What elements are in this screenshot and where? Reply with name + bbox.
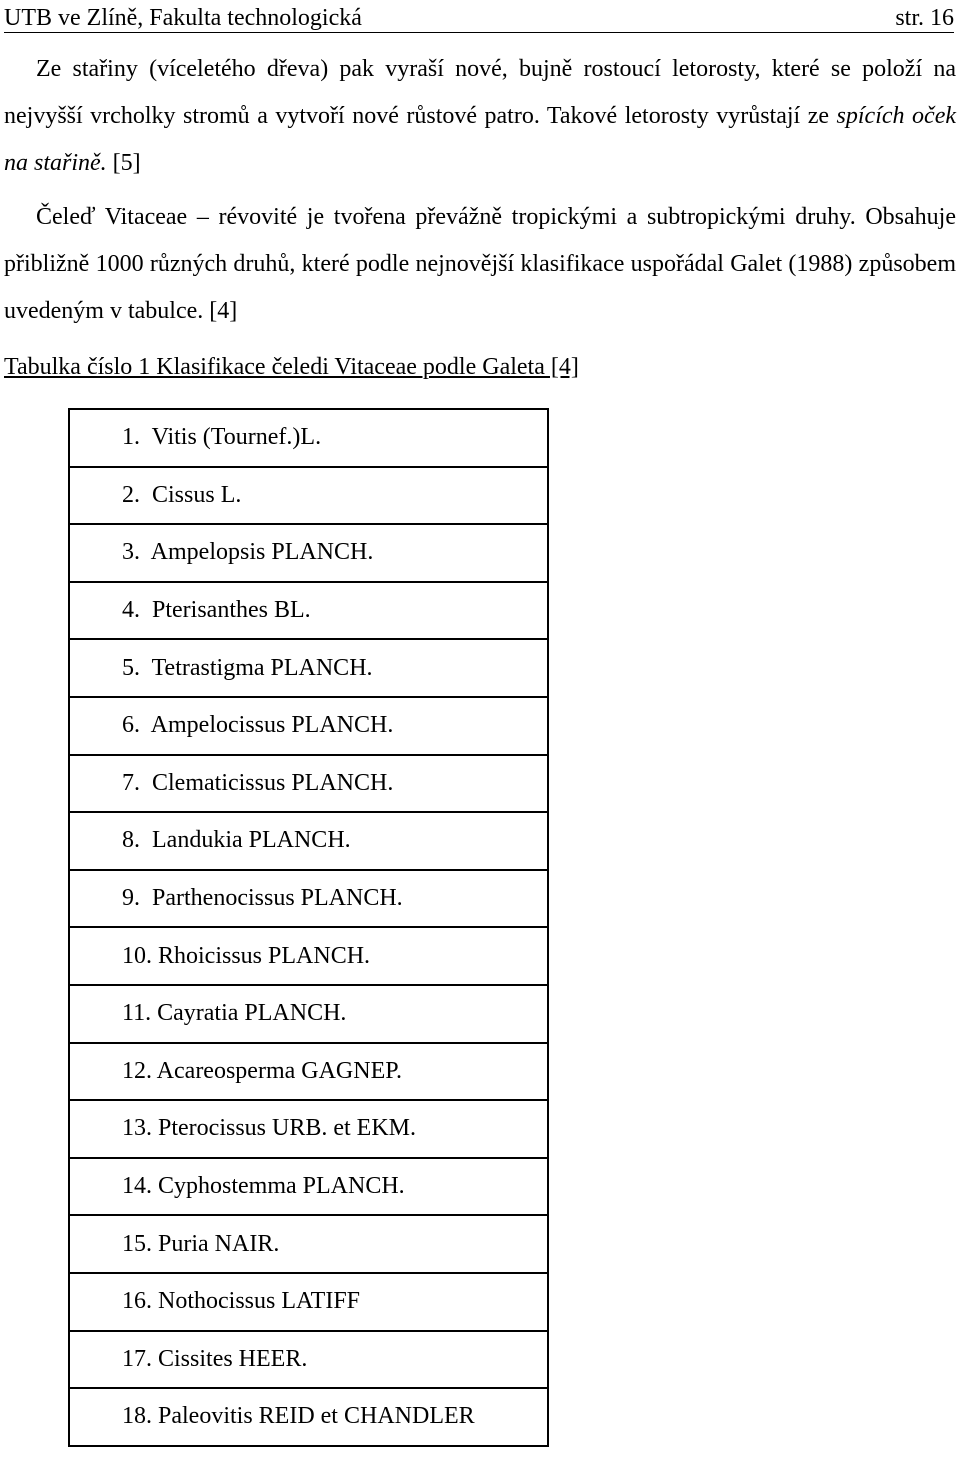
table-row (69, 1158, 548, 1216)
page-header (4, 0, 954, 33)
genus-cell: 11. Cayratia PLANCH. (69, 985, 548, 1043)
genera-table-body (69, 409, 548, 1446)
genus-cell: 4. Pterisanthes BL. (69, 582, 548, 640)
genus-cell: 15. Puria NAIR. (69, 1215, 548, 1273)
table-row (69, 1388, 548, 1446)
header-title: UTB ve Zlíně, Fakulta technologická (4, 5, 362, 31)
table-row (69, 985, 548, 1043)
genus-cell: 5. Tetrastigma PLANCH. (69, 639, 548, 697)
genus-cell: 12. Acareosperma GAGNEP. (69, 1043, 548, 1101)
genus-cell: 18. Paleovitis REID et CHANDLER (69, 1388, 548, 1446)
genus-cell: 7. Clematicissus PLANCH. (69, 755, 548, 813)
table-row (69, 524, 548, 582)
table-row (69, 870, 548, 928)
genus-cell: 13. Pterocissus URB. et EKM. (69, 1100, 548, 1158)
page-number: str. 16 (895, 5, 954, 31)
paragraph-2-text: Čeleď Vitaceae – révovité je tvořena převážně tropickými a subtropickými druhy. Obsahuje přibližně 1000 různých druhů, které podle nejnovější klasifikace uspořádal Galet (1988) způsobem uvedeným v tabulce. [4] (4, 204, 956, 324)
paragraph-2 (4, 194, 956, 335)
table-row (69, 639, 548, 697)
genus-cell: 14. Cyphostemma PLANCH. (69, 1158, 548, 1216)
genus-cell: 1. Vitis (Tournef.)L. (69, 409, 548, 467)
table-row (69, 697, 548, 755)
table-row (69, 755, 548, 813)
paragraph-1-text: Ze stařiny (víceletého dřeva) pak vyraší nové, bujně rostoucí letorosty, které se položí na nejvyšší vrcholky stromů a vytvoří nové růstové patro. Takové letorosty vyrůstají ze (4, 56, 956, 129)
genus-cell: 16. Nothocissus LATIFF (69, 1273, 548, 1331)
table-row (69, 1331, 548, 1389)
table-caption: Tabulka číslo 1 Klasifikace čeledi Vitaceae podle Galeta [4] (4, 354, 579, 380)
genus-cell: 17. Cissites HEER. (69, 1331, 548, 1389)
genus-cell: 9. Parthenocissus PLANCH. (69, 870, 548, 928)
genus-cell: 2. Cissus L. (69, 467, 548, 525)
table-row (69, 467, 548, 525)
paragraph-1-citation: [5] (106, 150, 141, 176)
table-row (69, 409, 548, 467)
genus-cell: 10. Rhoicissus PLANCH. (69, 927, 548, 985)
table-row (69, 812, 548, 870)
genus-cell: 8. Landukia PLANCH. (69, 812, 548, 870)
genus-cell: 6. Ampelocissus PLANCH. (69, 697, 548, 755)
table-row (69, 582, 548, 640)
paragraph-1-italic: spících oček na stařině. (4, 103, 956, 176)
table-row (69, 1273, 548, 1331)
paragraph-1 (4, 46, 956, 187)
genera-table (68, 408, 549, 1447)
table-row (69, 1100, 548, 1158)
table-row (69, 1215, 548, 1273)
table-row (69, 1043, 548, 1101)
genus-cell: 3. Ampelopsis PLANCH. (69, 524, 548, 582)
table-row (69, 927, 548, 985)
